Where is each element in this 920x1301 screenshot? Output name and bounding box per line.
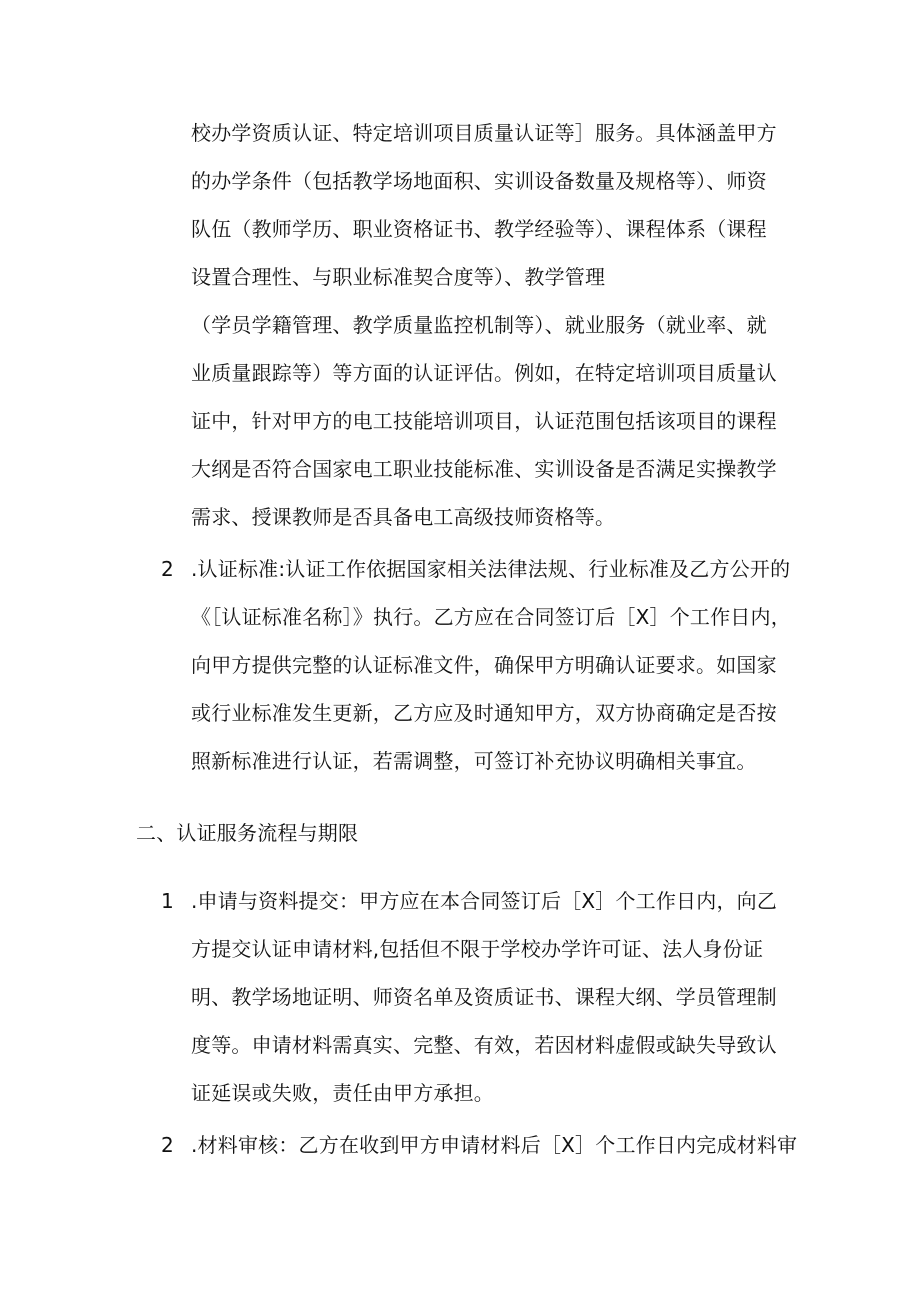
list-item-text: .材料审核：乙方在收到甲方申请材料后［X］个工作日内完成材料审: [191, 1133, 798, 1157]
list-item-number: 1: [161, 889, 174, 913]
paragraph-line: （学员学籍管理、教学质量监控机制等）、就业服务（就业率、就: [191, 313, 767, 337]
list-item-line: [161, 887, 777, 915]
list-item-line: 明、教学场地证明、师资名单及资质证书、课程大纲、学员管理制: [191, 985, 777, 1009]
paragraph-line: 业质量跟踪等）等方面的认证评估。例如，在特定培训项目质量认: [191, 361, 777, 385]
paragraph-line: 设置合理性、与职业标准契合度等）、教学管理: [191, 265, 606, 289]
paragraph-line: 校办学资质认证、特定培训项目质量认证等］服务。具体涵盖甲方: [191, 121, 777, 145]
list-item-line: 向甲方提供完整的认证标准文件，确保甲方明确认证要求。如国家: [191, 653, 777, 677]
paragraph-line: 大纲是否符合国家电工职业技能标准、实训设备是否满足实操教学: [191, 457, 777, 481]
list-item-text: .认证标准:认证工作依据国家相关法律法规、行业标准及乙方公开的: [191, 557, 791, 581]
list-item-line: 《［认证标准名称］》执行。乙方应在合同签订后［X］个工作日内，: [191, 605, 791, 629]
section-heading: 二、认证服务流程与期限: [136, 821, 359, 845]
list-item-text: .申请与资料提交：甲方应在本合同签订后［X］个工作日内，向乙: [191, 889, 778, 913]
paragraph-line: 需求、授课教师是否具备电工高级技师资格等。: [191, 505, 616, 529]
list-item-line: [161, 1131, 797, 1159]
list-item-line: 或行业标准发生更新，乙方应及时通知甲方，双方协商确定是否按: [191, 701, 777, 725]
paragraph-line: 证中，针对甲方的电工技能培训项目，认证范围包括该项目的课程: [191, 409, 777, 433]
list-item-line: 度等。申请材料需真实、完整、有效，若因材料虚假或缺失导致认: [191, 1033, 777, 1057]
list-item-line: 方提交认证申请材料,包括但不限于学校办学许可证、法人身份证: [191, 937, 764, 961]
paragraph-line: 的办学条件（包括教学场地面积、实训设备数量及规格等）、师资: [191, 169, 767, 193]
list-item-line: [161, 555, 790, 583]
list-item-number: 2: [161, 1133, 174, 1157]
list-item-number: 2: [161, 557, 174, 581]
paragraph-line: 队伍（教师学历、职业资格证书、教学经验等）、课程体系（课程: [191, 217, 767, 241]
list-item-line: 证延误或失败，责任由甲方承担。: [191, 1081, 494, 1105]
list-item-line: 照新标准进行认证，若需调整，可签订补充协议明确相关事宜。: [191, 749, 757, 773]
